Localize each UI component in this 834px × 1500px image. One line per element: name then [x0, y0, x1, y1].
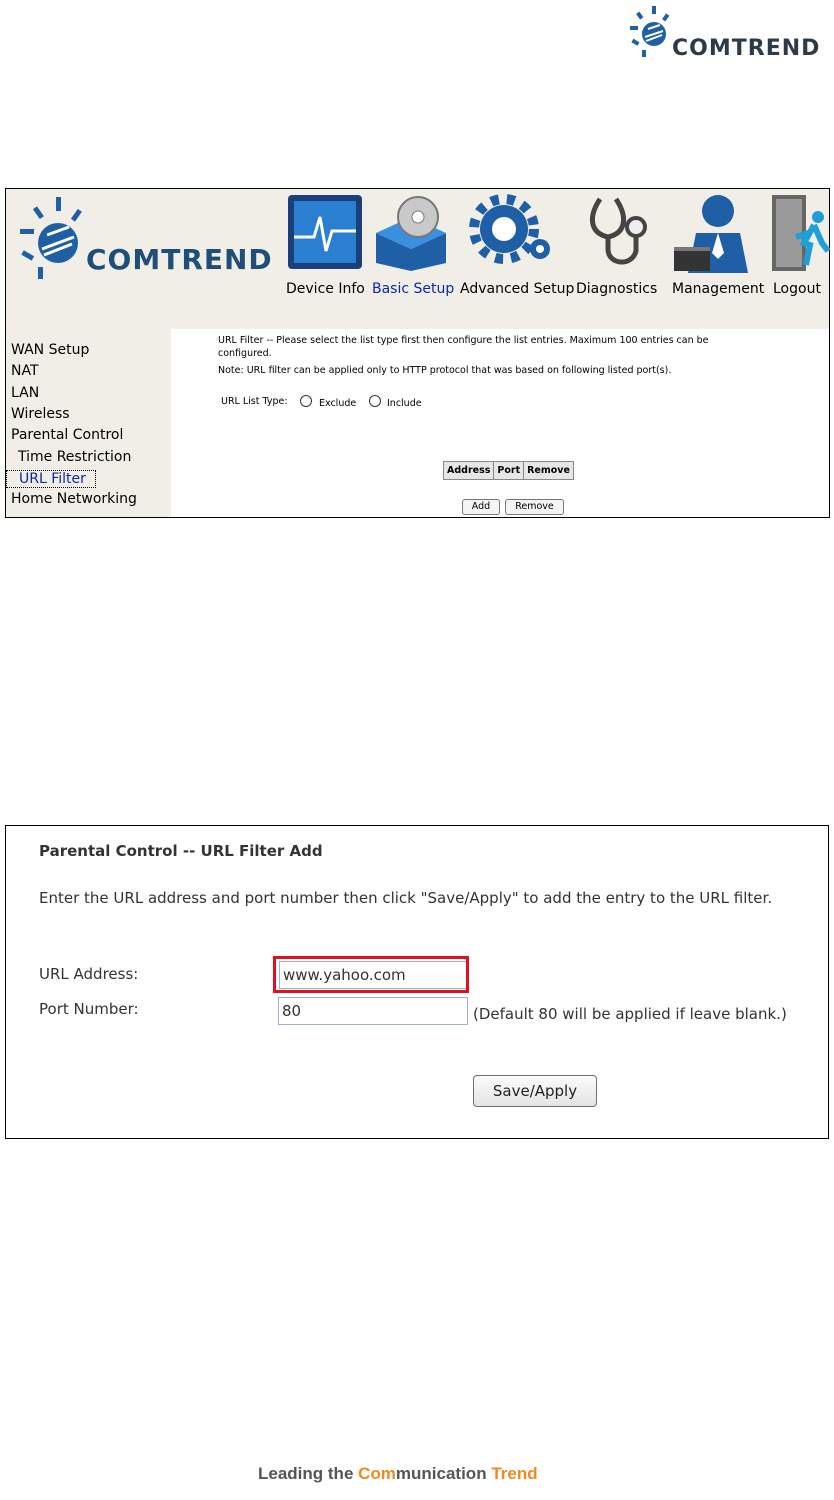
advanced-setup-icon[interactable]	[468, 193, 546, 281]
url-filter-add-screenshot	[5, 825, 829, 1139]
exclude-label: Exclude	[319, 398, 357, 409]
footer-text-3: munication	[395, 1464, 492, 1483]
exclude-radio[interactable]	[300, 395, 312, 407]
port-hint-text: (Default 80 will be applied if leave blank.)	[473, 1005, 787, 1023]
intro-text-line1: URL Filter -- Please select the list type first then configure the list entries. Maximum 100 entries can be	[218, 335, 709, 346]
footer-text-2: Com	[358, 1464, 396, 1483]
nav-advanced-setup[interactable]: Advanced Setup	[460, 281, 575, 297]
url-address-label: URL Address:	[39, 965, 139, 983]
sidebar-item-url-filter[interactable]: URL Filter	[6, 470, 96, 488]
nav-basic-setup[interactable]: Basic Setup	[372, 281, 455, 297]
comtrend-logo-icon	[14, 191, 84, 283]
header-brand-text: COMTREND	[672, 36, 821, 61]
sidebar-item-time-restriction[interactable]: Time Restriction	[18, 449, 132, 465]
nav-diagnostics[interactable]: Diagnostics	[576, 281, 658, 297]
sidebar-item-parental-control[interactable]: Parental Control	[11, 427, 124, 443]
url-address-input[interactable]: www.yahoo.com	[279, 961, 467, 989]
url-list-table	[443, 461, 574, 480]
instruction-text: Enter the URL address and port number then click "Save/Apply" to add the entry to the URL filter.	[39, 889, 773, 907]
note-text: Note: URL filter can be applied only to HTTP protocol that was based on following listed port(s).	[218, 365, 672, 376]
url-filter-screenshot	[5, 188, 830, 518]
sidebar-item-home-networking[interactable]: Home Networking	[11, 491, 137, 507]
logout-icon[interactable]	[766, 193, 834, 281]
basic-setup-icon[interactable]	[372, 193, 450, 281]
comtrend-sun-icon	[624, 4, 672, 60]
url-address-highlight	[273, 956, 469, 993]
nav-management[interactable]: Management	[672, 281, 765, 297]
intro-text-line2: configured.	[218, 348, 272, 359]
sidebar-item-wan-setup[interactable]: WAN Setup	[11, 342, 90, 358]
footer-text-1: Leading the	[258, 1464, 359, 1483]
save-apply-button[interactable]: Save/Apply	[473, 1075, 597, 1107]
port-number-input[interactable]: 80	[278, 997, 468, 1025]
include-radio[interactable]	[369, 395, 381, 407]
add-button[interactable]: Add	[462, 499, 500, 515]
nav-logout[interactable]: Logout	[773, 281, 821, 297]
management-icon[interactable]	[672, 193, 750, 281]
sidebar-item-lan[interactable]: LAN	[11, 385, 40, 401]
diagnostics-stethoscope-icon[interactable]	[584, 193, 662, 281]
remove-button[interactable]: Remove	[505, 499, 564, 515]
router-brand-text: COMTREND	[86, 243, 273, 276]
port-number-label: Port Number:	[39, 1000, 139, 1018]
include-label: Include	[387, 398, 422, 409]
col-header-port: Port	[494, 462, 524, 480]
sidebar-item-wireless[interactable]: Wireless	[11, 406, 70, 422]
col-header-remove: Remove	[524, 462, 574, 480]
footer-text-4: Trend	[491, 1464, 538, 1483]
page-title: Parental Control -- URL Filter Add	[39, 842, 323, 860]
router-top-banner	[6, 189, 829, 329]
col-header-address: Address	[444, 462, 494, 480]
sidebar	[6, 329, 171, 517]
footer-tagline	[258, 1464, 538, 1484]
sidebar-item-nat[interactable]: NAT	[11, 363, 39, 379]
nav-device-info[interactable]: Device Info	[286, 281, 365, 297]
header-logo	[624, 4, 830, 62]
url-filter-content	[171, 329, 829, 517]
device-info-icon[interactable]	[286, 193, 364, 281]
list-type-label: URL List Type:	[221, 396, 288, 407]
